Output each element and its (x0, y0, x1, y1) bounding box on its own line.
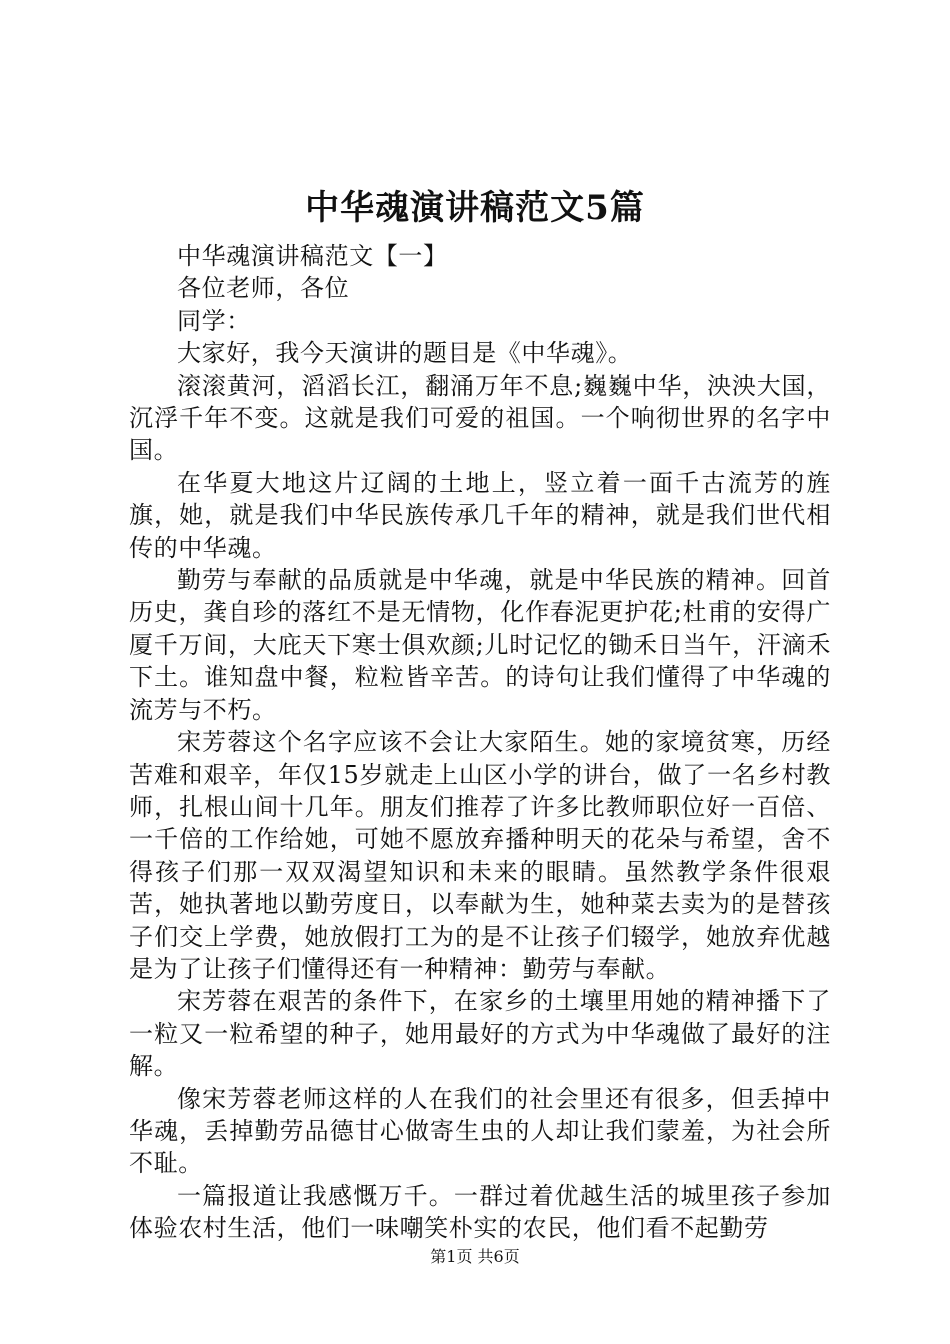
paragraph-10: 像宋芳蓉老师这样的人在我们的社会里还有很多，但丢掉中华魂，丢掉勤劳品德甘心做寄生虫的人却让我们蒙羞，为社会所不耻。 (129, 1084, 831, 1178)
document-body (129, 240, 831, 1245)
paragraph-9: 宋芳蓉在艰苦的条件下，在家乡的土壤里用她的精神播下了一粒又一粒希望的种子，她用最好的方式为中华魂做了最好的注解。 (129, 987, 831, 1081)
paragraph-5: 滚滚黄河，滔滔长江，翻涌万年不息;巍巍中华，泱泱大国，沉浮千年不变。这就是我们可爱的祖国。一个响彻世界的名字中国。 (129, 371, 831, 465)
paragraph-3: 同学： (177, 306, 251, 335)
page-footer: 第1页 共6页 (430, 1247, 520, 1266)
paragraph-8: 宋芳蓉这个名字应该不会让大家陌生。她的家境贫寒，历经苦难和艰辛，年仅15岁就走上山区小学的讲台，做了一名乡村教师，扎根山间十几年。朋友们推荐了许多比教师职位好一百倍、一千倍的工作给她，可她不愿放弃播种明天的花朵与希望，舍不得孩子们那一双双渴望知识和未来的眼睛。虽然教学条件很艰苦，她执著地以勤劳度日，以奉献为生，她种菜去卖为的是替孩子们交上学费，她放假打工为的是不让孩子们辍学，她放弃优越是为了让孩子们懂得还有一种精神：勤劳与奉献。 (129, 728, 831, 983)
paragraph-7: 勤劳与奉献的品质就是中华魂，就是中华民族的精神。回首历史，龚自珍的落红不是无情物，化作春泥更护花;杜甫的安得广厦千万间，大庇天下寒士俱欢颜;儿时记忆的锄禾日当午，汗滴禾下土。谁知盘中餐，粒粒皆辛苦。的诗句让我们懂得了中华魂的流芳与不朽。 (129, 566, 831, 724)
paragraph-1: 中华魂演讲稿范文【一】 (177, 242, 448, 270)
document-title: 中华魂演讲稿范文5篇 (305, 188, 645, 228)
paragraph-2: 各位老师，各位 (177, 274, 350, 303)
paragraph-6: 在华夏大地这片辽阔的土地上，竖立着一面千古流芳的旌旗，她，就是我们中华民族传承几千年的精神，就是我们世代相传的中华魂。 (129, 468, 831, 562)
paragraph-4: 大家好，我今天演讲的题目是《中华魂》。 (177, 339, 633, 368)
paragraph-11: 一篇报道让我感慨万千。一群过着优越生活的城里孩子参加体验农村生活，他们一味嘲笑朴实的农民，他们看不起勤劳 (129, 1181, 831, 1243)
